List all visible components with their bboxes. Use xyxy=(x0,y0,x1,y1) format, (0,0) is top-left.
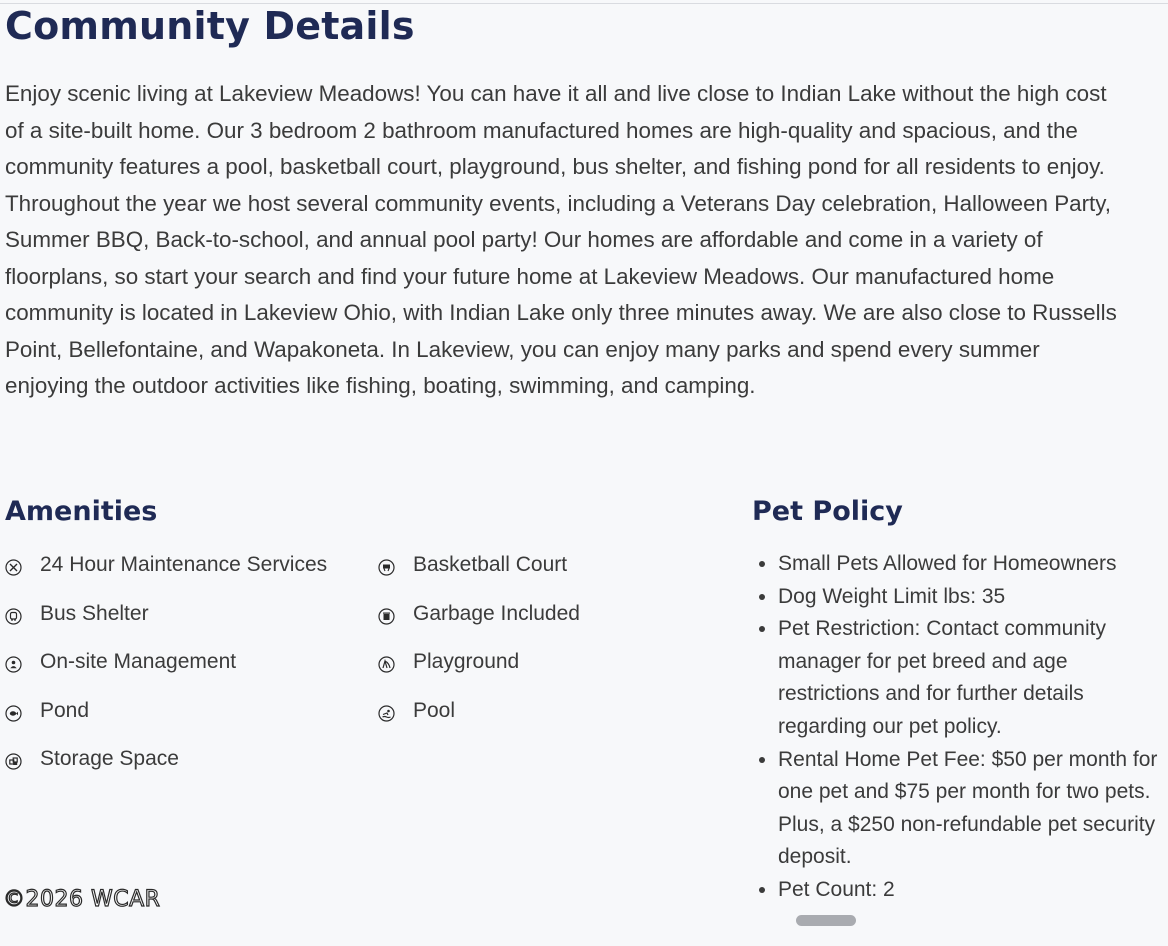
pet-policy-item: • Pet Restriction: Contact community manager for pet breed and age restrictions and for further details regarding our pet policy. xyxy=(778,613,1158,743)
community-description: Enjoy scenic living at Lakeview Meadows! You can have it all and live close to Indian Lake without the high cost of a site-built home. Our 3 bedroom 2 bathroom manufactured homes are high-quality and spacious, and the community features a pool, basketball court, playground, bus shelter, and fishing pond for all residents to enjoy. Throughout the year we host several community events, including a Veterans Day celebration, Halloween Party, Summer BBQ, Back-to-school, and annual pool party! Our homes are affordable and come in a variety of floorplans, so start your search and find your future home at Lakeview Meadows. Our manufactured home community is located in Lakeview Ohio, with Indian Lake only three minutes away. We are also close to Russells Point, Bellefontaine, and Wapakoneta. In Lakeview, you can enjoy many parks and spend every summer enjoying the outdoor activities like fishing, boating, swimming, and camping. xyxy=(5,81,1117,398)
swimmer-icon xyxy=(378,705,395,722)
maintenance-icon xyxy=(5,559,22,576)
amenity-label: Bus Shelter xyxy=(40,601,149,625)
amenity-label: Garbage Included xyxy=(413,601,580,625)
pet-policy-item: • Pet Count: 2 xyxy=(778,874,1158,907)
amenity-item xyxy=(5,594,378,634)
amenity-label: 24 Hour Maintenance Services xyxy=(40,553,328,576)
pet-policy-list xyxy=(754,548,1158,907)
playground-icon xyxy=(378,656,395,673)
pet-policy-item: • Rental Home Pet Fee: $50 per month for one pet and $75 per month for two pets. Plus, a $250 non-refundable pet security deposit. xyxy=(778,744,1158,874)
amenity-label: On-site Management xyxy=(40,650,237,674)
amenity-item xyxy=(5,642,378,682)
scroll-handle[interactable] xyxy=(796,915,856,926)
storage-icon xyxy=(5,753,22,770)
amenity-label: Basketball Court xyxy=(413,553,568,576)
amenity-label: Storage Space xyxy=(40,747,179,771)
pet-policy-item: • Dog Weight Limit lbs: 35 xyxy=(778,581,1158,614)
fish-icon xyxy=(5,705,22,722)
pet-policy-item: • Small Pets Allowed for Homeowners xyxy=(778,548,1158,581)
amenity-item xyxy=(5,545,378,585)
copyright-notice: ©2026 WCAR xyxy=(3,887,161,912)
trash-icon xyxy=(378,608,395,625)
amenity-label: Playground xyxy=(413,650,520,674)
amenity-item xyxy=(5,691,378,731)
manager-icon xyxy=(5,656,22,673)
amenities-list xyxy=(5,545,725,788)
bus-icon xyxy=(5,608,22,625)
amenity-item xyxy=(378,642,718,682)
amenity-item xyxy=(378,594,718,634)
page-title: Community Details xyxy=(5,4,415,48)
amenity-item xyxy=(378,545,718,585)
amenity-item xyxy=(5,739,378,779)
basketball-icon xyxy=(378,559,395,576)
amenity-label: Pond xyxy=(40,698,90,722)
amenity-item xyxy=(378,691,718,731)
pet-policy-heading: Pet Policy xyxy=(752,496,903,527)
amenity-label: Pool xyxy=(413,698,456,722)
amenities-heading: Amenities xyxy=(5,496,158,527)
